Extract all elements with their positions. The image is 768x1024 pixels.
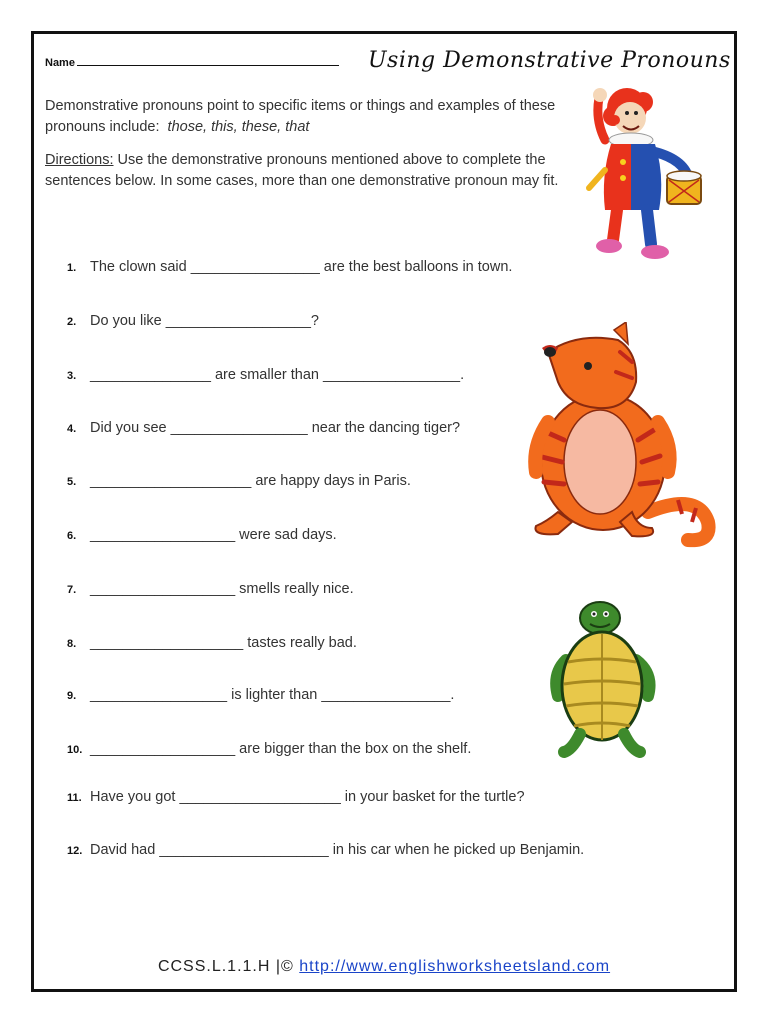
question-number: 8.	[67, 638, 77, 650]
question-text: ___________________ tastes really bad.	[90, 635, 357, 651]
question-number: 9.	[67, 690, 77, 702]
question-number: 7.	[67, 584, 77, 596]
question-number: 6.	[67, 530, 77, 542]
directions-label: Directions:	[45, 152, 114, 168]
name-label: Name	[45, 57, 75, 69]
footer-link[interactable]: http://www.englishworksheetsland.com	[299, 958, 611, 975]
question-text: The clown said ________________ are the best balloons in town.	[90, 259, 513, 275]
question-number: 2.	[67, 316, 77, 328]
question-text: David had _____________________ in his car when he picked up Benjamin.	[90, 842, 585, 858]
question-text: Have you got ____________________ in your basket for the turtle?	[90, 789, 525, 805]
question-item	[67, 420, 460, 436]
question-text: _________________ is lighter than ________________.	[90, 687, 455, 703]
directions-text: Use the demonstrative pronouns mentioned above to complete the sentences below. In some cases, more than one demonstrative pronoun may fit.	[45, 152, 559, 189]
footer-standard: CCSS.L.1.1.H |©	[157, 958, 300, 975]
question-item	[67, 313, 319, 329]
question-text: ____________________ are happy days in Paris.	[90, 473, 411, 489]
question-number: 3.	[67, 370, 77, 382]
intro-paragraph	[45, 96, 585, 138]
page-title: Using Demonstrative Pronouns	[368, 48, 731, 73]
question-text: __________________ were sad days.	[90, 527, 337, 543]
question-text: Did you see _________________ near the dancing tiger?	[90, 420, 461, 436]
tiger-icon	[528, 322, 718, 552]
question-text: __________________ smells really nice.	[90, 581, 354, 597]
question-item	[67, 527, 337, 543]
question-item	[67, 367, 464, 383]
name-field	[45, 56, 339, 69]
question-item	[67, 687, 454, 703]
question-item	[67, 473, 411, 489]
question-text: __________________ are bigger than the box on the shelf.	[90, 741, 472, 757]
question-number: 4.	[67, 423, 77, 435]
question-number: 5.	[67, 476, 77, 488]
directions-paragraph	[45, 150, 585, 192]
turtle-icon	[550, 600, 660, 760]
name-line[interactable]	[77, 56, 339, 66]
intro-text: Demonstrative pronouns point to specific items or things and examples of these pronouns include:	[45, 98, 556, 135]
question-item	[67, 259, 512, 275]
question-number: 12.	[67, 845, 83, 857]
intro-examples: those, this, these, that	[167, 119, 310, 135]
question-item	[67, 635, 357, 651]
question-text: _______________ are smaller than _________________.	[90, 367, 465, 383]
clown-icon	[585, 80, 710, 270]
question-item	[67, 842, 584, 858]
question-number: 1.	[67, 262, 77, 274]
question-item	[67, 581, 354, 597]
question-item	[67, 789, 525, 805]
question-text: Do you like __________________?	[90, 313, 319, 329]
question-item	[67, 741, 471, 757]
question-number: 10.	[67, 744, 83, 756]
footer	[0, 958, 768, 976]
question-number: 11.	[67, 792, 82, 804]
